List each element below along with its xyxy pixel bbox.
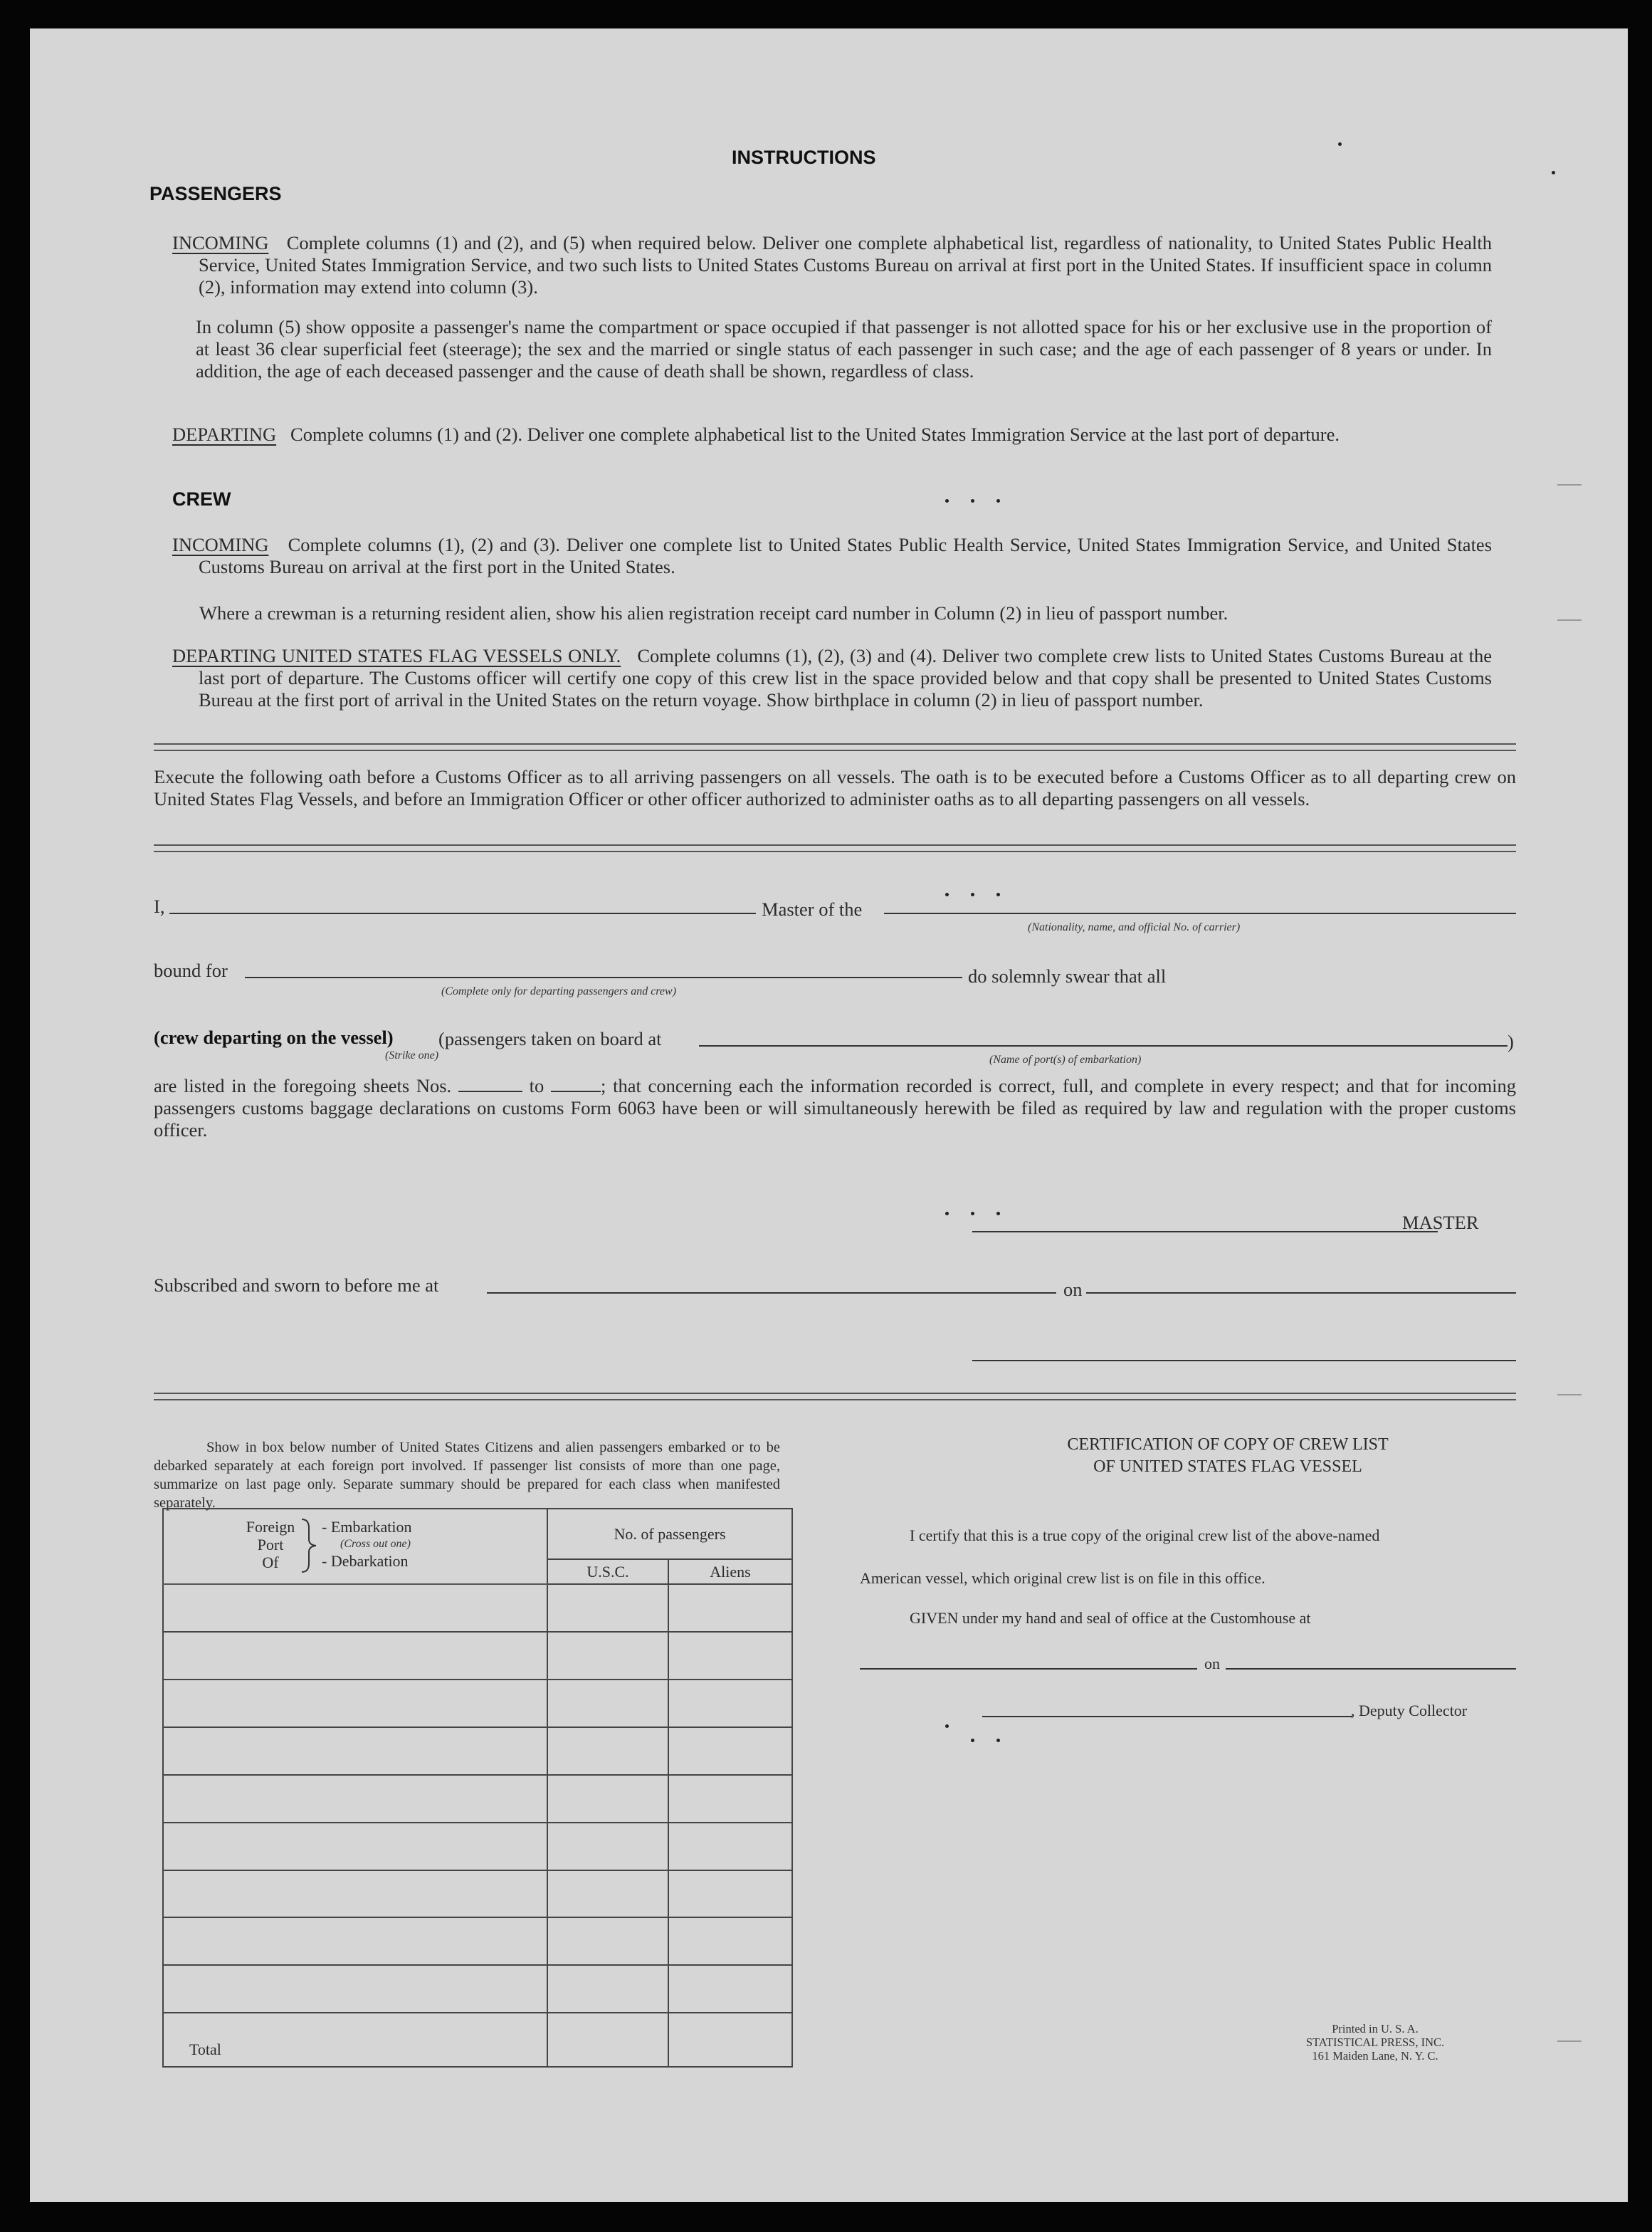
crew-departing-text: Complete columns (1), (2), (3) and (4). Deliver two complete crew lists to United States Customs Bureau at the last port of departure. The Customs officer will certify one copy of this crew list in the space provided below and that copy shall be presented to United States Customs Bureau at the first port of arrival in the United States on the return voyage. Show birthplace in column (2) in lieu of passport number. [199, 645, 1492, 711]
table-row [163, 1870, 792, 1918]
printer-imprint [1268, 2022, 1482, 2063]
column5-paragraph: In column (5) show opposite a passenger's name the compartment or space occupied if that passenger is not allotted space for his or her exclusive use in the proportion of at least 36 clear superficial feet (steerage); the sex and the married or single status of each passenger in such case; and the age of each passenger of 8 years or under. In addition, the age of each deceased passenger and the cause of death shall be shown, regardless of class. [196, 316, 1492, 382]
aliens-cell[interactable] [668, 1727, 792, 1775]
sheet-from-field[interactable] [458, 1078, 522, 1092]
bound-for-caption: (Complete only for departing passengers and crew) [441, 985, 677, 997]
total-aliens-cell[interactable] [668, 2013, 792, 2067]
aliens-cell[interactable] [668, 1965, 792, 2013]
aliens-cell[interactable] [668, 1584, 792, 1632]
usc-cell[interactable] [547, 1680, 668, 1727]
bound-for-field[interactable] [245, 977, 962, 978]
subscribed-label: Subscribed and sworn to before me at [154, 1274, 439, 1296]
speck [971, 1212, 974, 1215]
passengers-departing-paragraph [172, 424, 1492, 446]
strike-one-caption: (Strike one) [385, 1049, 439, 1062]
customhouse-field[interactable] [860, 1668, 1197, 1670]
carrier-field[interactable] [884, 913, 1516, 914]
table-row [163, 1727, 792, 1775]
table-row [163, 1965, 792, 2013]
usc-cell[interactable] [547, 1870, 668, 1918]
speck [996, 893, 1000, 896]
bound-for-label: bound for [154, 960, 228, 981]
table-row [163, 1775, 792, 1823]
double-rule [154, 844, 1516, 852]
passengers-incoming-text: Complete columns (1) and (2), and (5) when required below. Deliver one complete alphabetical list, regardless of nationality, to United States Public Health Service, United States Immigration Service, and two such lists to United States Customs Bureau on arrival at first port in the United States. If insufficient space in column (2), information may extend into column (3). [199, 232, 1492, 298]
given-line: GIVEN under my hand and seal of office at the Customhouse at [910, 1609, 1311, 1627]
crew-incoming-paragraph [172, 534, 1492, 578]
port-cell[interactable] [163, 1775, 547, 1823]
deputy-collector-label: , Deputy Collector [1351, 1702, 1468, 1719]
master-name-field[interactable] [169, 913, 756, 914]
usc-cell[interactable] [547, 1917, 668, 1965]
close-paren: ) [1508, 1031, 1514, 1052]
deputy-signature-field[interactable] [982, 1716, 1352, 1717]
speck [945, 1212, 949, 1215]
on-label: on [1063, 1279, 1083, 1300]
passengers-incoming-paragraph [172, 232, 1492, 298]
table-row [163, 1632, 792, 1680]
sworn-date-field[interactable] [1086, 1292, 1516, 1294]
form-sheet [30, 28, 1628, 2202]
brace-icon [299, 1518, 319, 1573]
margin-mark [1557, 484, 1582, 486]
speck [971, 893, 974, 896]
port-label: Port [257, 1536, 284, 1554]
officer-signature-field[interactable] [972, 1360, 1516, 1361]
printer-line1: Printed in U. S. A. [1332, 2022, 1419, 2035]
table-row [163, 1917, 792, 1965]
certify-line2: American vessel, which original crew list is on file in this office. [860, 1569, 1266, 1587]
oath-i-label: I, [154, 896, 165, 917]
aliens-cell[interactable] [668, 1917, 792, 1965]
certification-title-line2: OF UNITED STATES FLAG VESSEL [1093, 1457, 1362, 1476]
of-label: Of [262, 1554, 279, 1571]
crew-departing-paragraph [172, 645, 1492, 711]
speck [945, 499, 949, 503]
double-rule [154, 1393, 1516, 1400]
passenger-summary-table [162, 1508, 793, 2068]
passengers-heading: PASSENGERS [149, 183, 282, 204]
port-cell[interactable] [163, 1917, 547, 1965]
embarkation-ports-field[interactable] [699, 1045, 1508, 1047]
passengers-taken-label: (passengers taken on board at [438, 1028, 662, 1049]
usc-cell[interactable] [547, 1965, 668, 2013]
crew-incoming-text: Complete columns (1), (2) and (3). Deliver one complete list to United States Public Health Service, United States Immigration Service, and United States Customs Bureau on arrival at the first port in the United States. [199, 534, 1493, 577]
no-passengers-header: No. of passengers [547, 1509, 792, 1559]
margin-mark [1557, 2040, 1582, 2042]
listed-text-a: are listed in the foregoing sheets Nos. [154, 1075, 452, 1096]
printer-line3: 161 Maiden Lane, N. Y. C. [1312, 2049, 1438, 2063]
listed-paragraph [154, 1075, 1516, 1141]
port-cell[interactable] [163, 1965, 547, 2013]
usc-cell[interactable] [547, 1775, 668, 1823]
embarkation-label: - Embarkation [322, 1518, 412, 1536]
passengers-departing-text: Complete columns (1) and (2). Deliver one complete alphabetical list to the United States Immigration Service at the last port of departure. [290, 424, 1340, 445]
speck [996, 1739, 1000, 1742]
sworn-at-field[interactable] [487, 1292, 1056, 1294]
aliens-cell[interactable] [668, 1680, 792, 1727]
passengers-incoming-label: INCOMING [172, 232, 269, 253]
crew-incoming-label: INCOMING [172, 534, 269, 555]
total-label: Total [163, 2013, 547, 2067]
usc-header: U.S.C. [547, 1559, 668, 1584]
crew-departing-text: (crew departing on the vessel) [154, 1027, 394, 1048]
port-cell[interactable] [163, 1870, 547, 1918]
foreign-port-label [245, 1518, 296, 1571]
crew-heading: CREW [172, 488, 231, 510]
aliens-cell[interactable] [668, 1823, 792, 1870]
port-cell[interactable] [163, 1823, 547, 1870]
summary-instructions: Show in box below number of United States Citizens and alien passengers embarked or to be debarked separately at each foreign port involved. If passenger list consists of more than one page, summarize on last page only. Separate summary should be prepared for each class when manifested separately. [154, 1440, 780, 1511]
port-cell[interactable] [163, 1584, 547, 1632]
cross-out-caption: (Cross out one) [340, 1538, 411, 1550]
aliens-cell[interactable] [668, 1775, 792, 1823]
port-cell[interactable] [163, 1632, 547, 1680]
speck [971, 1739, 974, 1742]
usc-cell[interactable] [547, 1727, 668, 1775]
speck [1552, 171, 1555, 174]
total-usc-cell[interactable] [547, 2013, 668, 2067]
usc-cell[interactable] [547, 1823, 668, 1870]
cert-date-field[interactable] [1226, 1668, 1516, 1670]
margin-mark [1557, 1394, 1582, 1395]
port-cell[interactable] [163, 1727, 547, 1775]
instructions-title: INSTRUCTIONS [732, 147, 876, 168]
master-label: MASTER [1402, 1212, 1479, 1233]
master-of-the-label: Master of the [762, 898, 863, 920]
crew-departing-option [154, 1027, 394, 1049]
carrier-caption: (Nationality, name, and official No. of carrier) [1028, 921, 1241, 933]
certification-title-line1: CERTIFICATION OF COPY OF CREW LIST [1067, 1435, 1389, 1454]
sheet-to-field[interactable] [551, 1078, 601, 1092]
crew-departing-label: DEPARTING UNITED STATES FLAG VESSELS ONLY. [172, 645, 621, 666]
cert-on-label: on [1204, 1655, 1220, 1672]
aliens-cell[interactable] [668, 1870, 792, 1918]
speck [945, 1724, 949, 1728]
usc-cell[interactable] [547, 1632, 668, 1680]
crew-resident-paragraph: Where a crewman is a returning resident alien, show his alien registration receipt card number in Column (2) in lieu of passport number. [199, 602, 1229, 624]
certify-line1: I certify that this is a true copy of the original crew list of the above-named [910, 1526, 1380, 1544]
speck [996, 499, 1000, 503]
aliens-header: Aliens [668, 1559, 792, 1584]
ports-caption: (Name of port(s) of embarkation) [989, 1054, 1142, 1066]
foreign-port-header [163, 1509, 547, 1584]
printer-line2: STATISTICAL PRESS, INC. [1305, 2035, 1445, 2049]
speck [1338, 142, 1342, 146]
aliens-cell[interactable] [668, 1632, 792, 1680]
usc-cell[interactable] [547, 1584, 668, 1632]
oath-intro-paragraph: Execute the following oath before a Customs Officer as to all arriving passengers on all vessels. The oath is to be executed before a Customs Officer as to all departing crew on United States Flag Vessels, and before an Immigration Officer or other officer authorized to administer oaths as to all departing passengers on all vessels. [154, 766, 1516, 810]
speck [996, 1212, 1000, 1215]
table-row [163, 1584, 792, 1632]
certification-title [968, 1434, 1488, 1478]
master-signature-field[interactable] [972, 1231, 1438, 1232]
swear-label: do solemnly swear that all [968, 965, 1167, 987]
passengers-departing-label: DEPARTING [172, 424, 277, 445]
double-rule [154, 743, 1516, 751]
speck [971, 499, 974, 503]
listed-text-b: ; that concerning each the information recorded is correct, full, and complete in every respect; and that for incoming passengers customs baggage declarations on customs Form 6063 have been or will simultaneously herewith be filed as required by law and regulation with the proper customs officer. [154, 1075, 1517, 1141]
listed-to: to [529, 1075, 544, 1096]
foreign-label: Foreign [246, 1518, 295, 1536]
table-row [163, 1823, 792, 1870]
port-cell[interactable] [163, 1680, 547, 1727]
total-row [163, 2013, 792, 2067]
margin-mark [1557, 619, 1582, 621]
speck [945, 893, 949, 896]
debarkation-label: - Debarkation [322, 1552, 409, 1570]
table-row [163, 1680, 792, 1727]
